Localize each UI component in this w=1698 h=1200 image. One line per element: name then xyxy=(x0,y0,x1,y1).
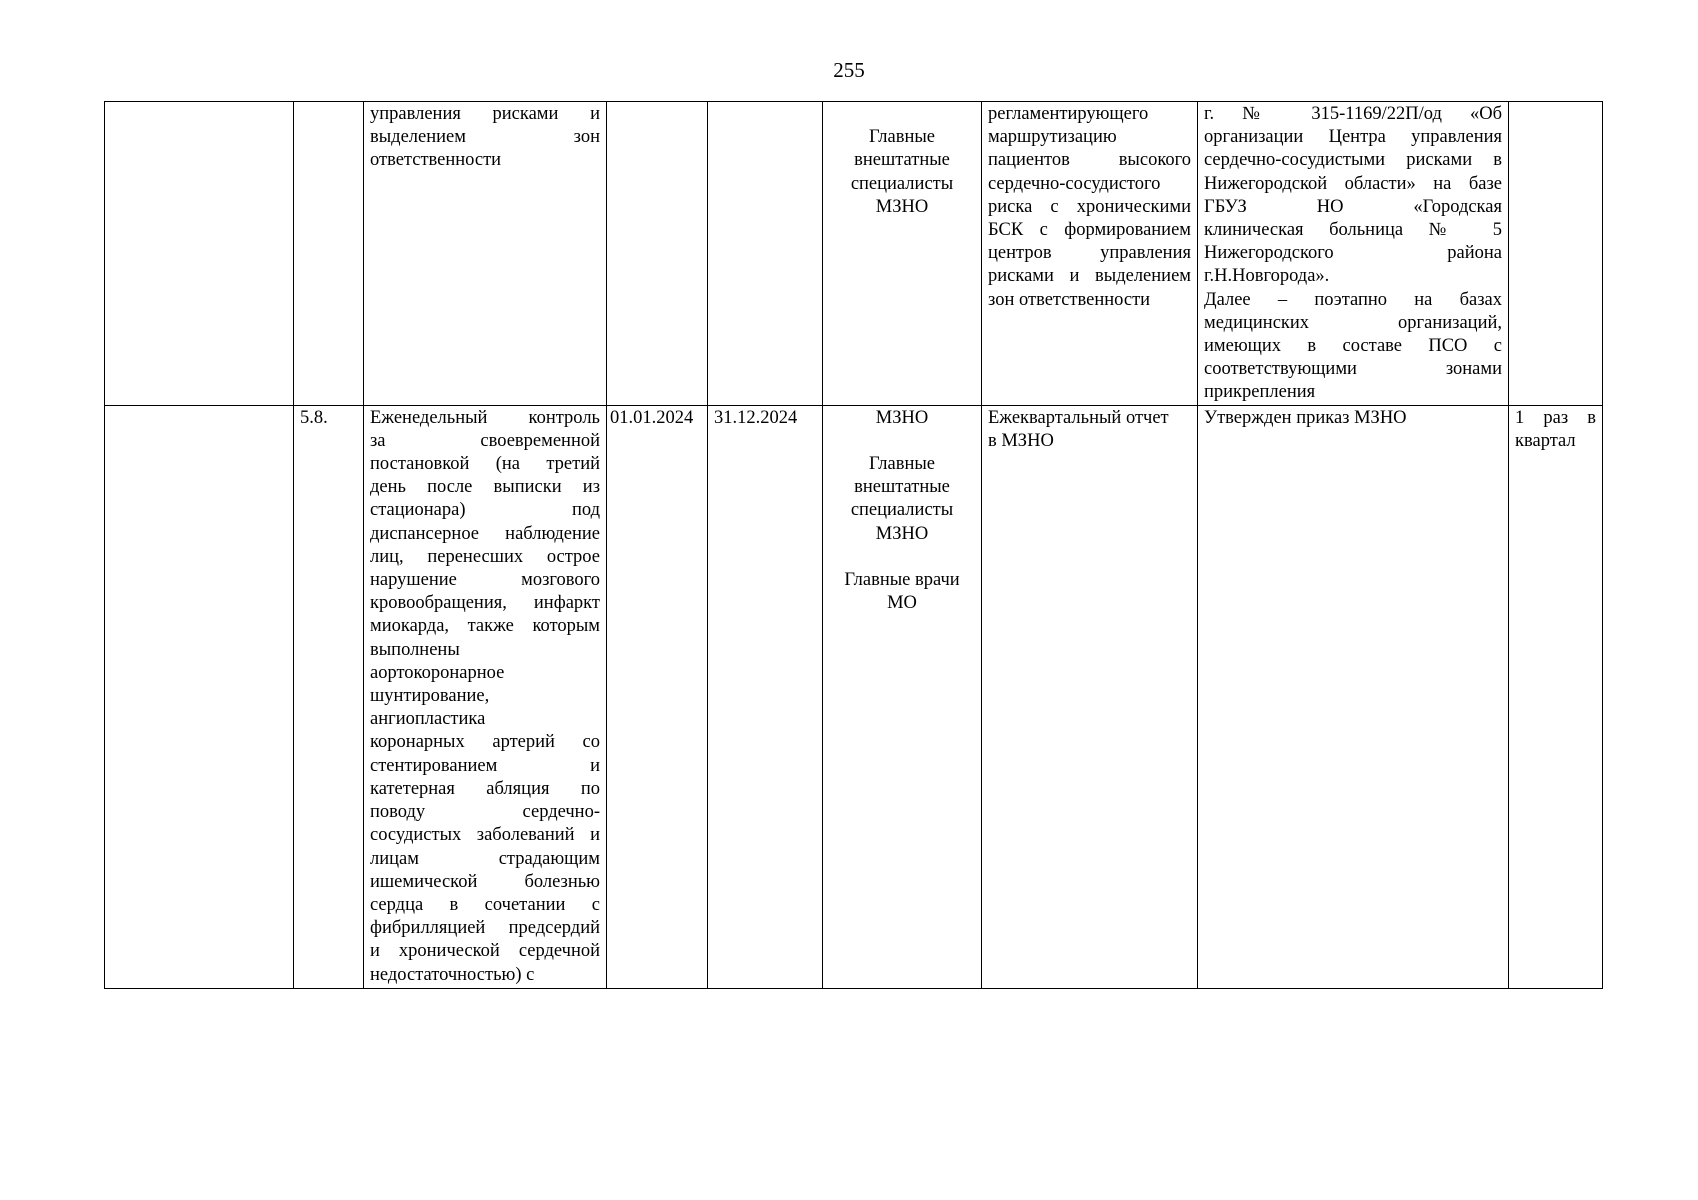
cell-text-line: катетерная абляция по xyxy=(370,778,600,799)
cell-text-line: в МЗНО xyxy=(988,430,1054,451)
cell-text-line: рисками и выделением xyxy=(988,266,1191,287)
cell-text-line: день после выписки из xyxy=(370,477,600,498)
cell-text-line xyxy=(829,546,975,569)
cell-text-line: 1 раз в xyxy=(1515,407,1596,428)
cell-text-line: сердечно-сосудистого xyxy=(988,173,1161,194)
cell-text-line: Главные xyxy=(868,127,936,148)
cell-text-line: шунтирование, xyxy=(370,686,490,707)
cell-text-line: стационара) под xyxy=(370,500,600,521)
cell-text-line: Ежеквартальный отчет xyxy=(988,407,1169,428)
cell-text-line xyxy=(829,430,975,453)
cell-text-line: риска с хроническими xyxy=(988,196,1191,217)
cell-text-line: БСК с формированием xyxy=(988,220,1191,241)
cell-text-line: ишемической болезнью xyxy=(370,871,600,892)
row1-col-frequency xyxy=(1509,102,1603,406)
row2-col-start-date: 01.01.2024 xyxy=(607,405,708,988)
cell-text-line: лицам страдающим xyxy=(370,848,600,869)
cell-text-line: МЗНО xyxy=(875,407,929,428)
row2-col-end-date: 31.12.2024 xyxy=(708,405,823,988)
cell-text-line: внештатные xyxy=(854,477,950,498)
row2-col-result xyxy=(982,405,1198,988)
cell-text-line: Еженедельный контроль xyxy=(370,407,600,428)
cell-text-line: регламентирующего xyxy=(988,104,1149,124)
row2-col-responsible xyxy=(823,405,982,988)
cell-text-line: выделением зон xyxy=(370,127,600,148)
row2-col-indicator xyxy=(1198,405,1509,988)
cell-text-line: управления рисками и xyxy=(370,104,600,124)
cell-text-line: Далее – поэтапно на базах xyxy=(1204,289,1502,310)
cell-text-line: Главные xyxy=(868,454,936,475)
cell-text-line: фибрилляцией предсердий xyxy=(370,918,600,939)
cell-text-line: маршрутизацию xyxy=(988,127,1117,148)
row2-col-frequency xyxy=(1509,405,1603,988)
cell-text-line: ангиопластика xyxy=(370,709,486,730)
cell-text-line: поводу сердечно- xyxy=(370,802,600,823)
cell-text-line: диспансерное наблюдение xyxy=(370,523,600,544)
cell-text-line: сосудистых заболеваний и xyxy=(370,825,600,846)
cell-text-line: Нижегородского района xyxy=(1204,243,1502,264)
cell-text-line: пациентов высокого xyxy=(988,150,1191,171)
cell-text-line: соответствующими зонами xyxy=(1204,359,1502,380)
cell-text-line: г. № 315-1169/22П/од «Об xyxy=(1204,104,1502,124)
page-number: 255 xyxy=(833,58,865,82)
cell-text-line: недостаточностью) с xyxy=(370,964,535,985)
row2-col-measure xyxy=(364,405,607,988)
cell-text-line: нарушение мозгового xyxy=(370,570,600,591)
cell-text-line: выполнены xyxy=(370,639,460,660)
row1-col-section xyxy=(105,102,294,406)
row1-col-responsible xyxy=(823,102,982,406)
row1-col-start-date xyxy=(607,102,708,406)
cell-text-line: постановкой (на третий xyxy=(370,454,600,475)
cell-text-line: специалисты xyxy=(850,500,954,521)
cell-text-line: МЗНО xyxy=(875,196,929,217)
cell-text-line: миокарда, также которым xyxy=(370,616,600,637)
cell-text-line: специалисты xyxy=(850,173,954,194)
row2-col-section xyxy=(105,405,294,988)
cell-text-line: стентированием и xyxy=(370,755,600,776)
cell-text-line: клиническая больница № 5 xyxy=(1204,220,1502,241)
cell-text-line: Утвержден приказ МЗНО xyxy=(1204,407,1407,428)
cell-text-line: организации Центра управления xyxy=(1204,127,1502,148)
cell-text-line xyxy=(829,103,975,126)
cell-text-line: Главные врачи xyxy=(844,570,960,591)
cell-text-line: аортокоронарное xyxy=(370,662,505,683)
cell-text-line: коронарных артерий со xyxy=(370,732,600,753)
row1-col-indicator xyxy=(1198,102,1509,406)
cell-text-line: и хронической сердечной xyxy=(370,941,600,962)
row1-col-result xyxy=(982,102,1198,406)
cell-text-line: внештатные xyxy=(854,150,950,171)
table-row xyxy=(105,405,1603,988)
cell-text-line: прикрепления xyxy=(1204,382,1316,403)
measures-table xyxy=(104,101,1603,989)
cell-text-line: зон ответственности xyxy=(988,289,1151,310)
table-row xyxy=(105,102,1603,406)
cell-text-line: Нижегородской области» на базе xyxy=(1204,173,1502,194)
row1-col-measure xyxy=(364,102,607,406)
cell-text-line: имеющих в составе ПСО с xyxy=(1204,336,1502,357)
cell-text-line: сердца в сочетании с xyxy=(370,894,600,915)
cell-text-line: центров управления xyxy=(988,243,1191,264)
cell-text-line: кровообращения, инфаркт xyxy=(370,593,600,614)
cell-text-line: за своевременной xyxy=(370,430,600,451)
cell-text-line: МЗНО xyxy=(875,523,929,544)
cell-text-line: лиц, перенесших острое xyxy=(370,546,600,567)
cell-text-line: сердечно-сосудистыми рисками в xyxy=(1204,150,1502,171)
cell-text-line: г.Н.Новгорода». xyxy=(1204,266,1330,287)
row1-col-end-date xyxy=(708,102,823,406)
cell-text-line: ответственности xyxy=(370,150,502,171)
row2-col-number: 5.8. xyxy=(294,405,364,988)
row1-col-number xyxy=(294,102,364,406)
cell-text-line: ГБУЗ НО «Городская xyxy=(1204,196,1502,217)
cell-text-line: медицинских организаций, xyxy=(1204,312,1502,333)
cell-text-line: квартал xyxy=(1515,430,1576,451)
cell-text-line: МО xyxy=(887,593,917,614)
